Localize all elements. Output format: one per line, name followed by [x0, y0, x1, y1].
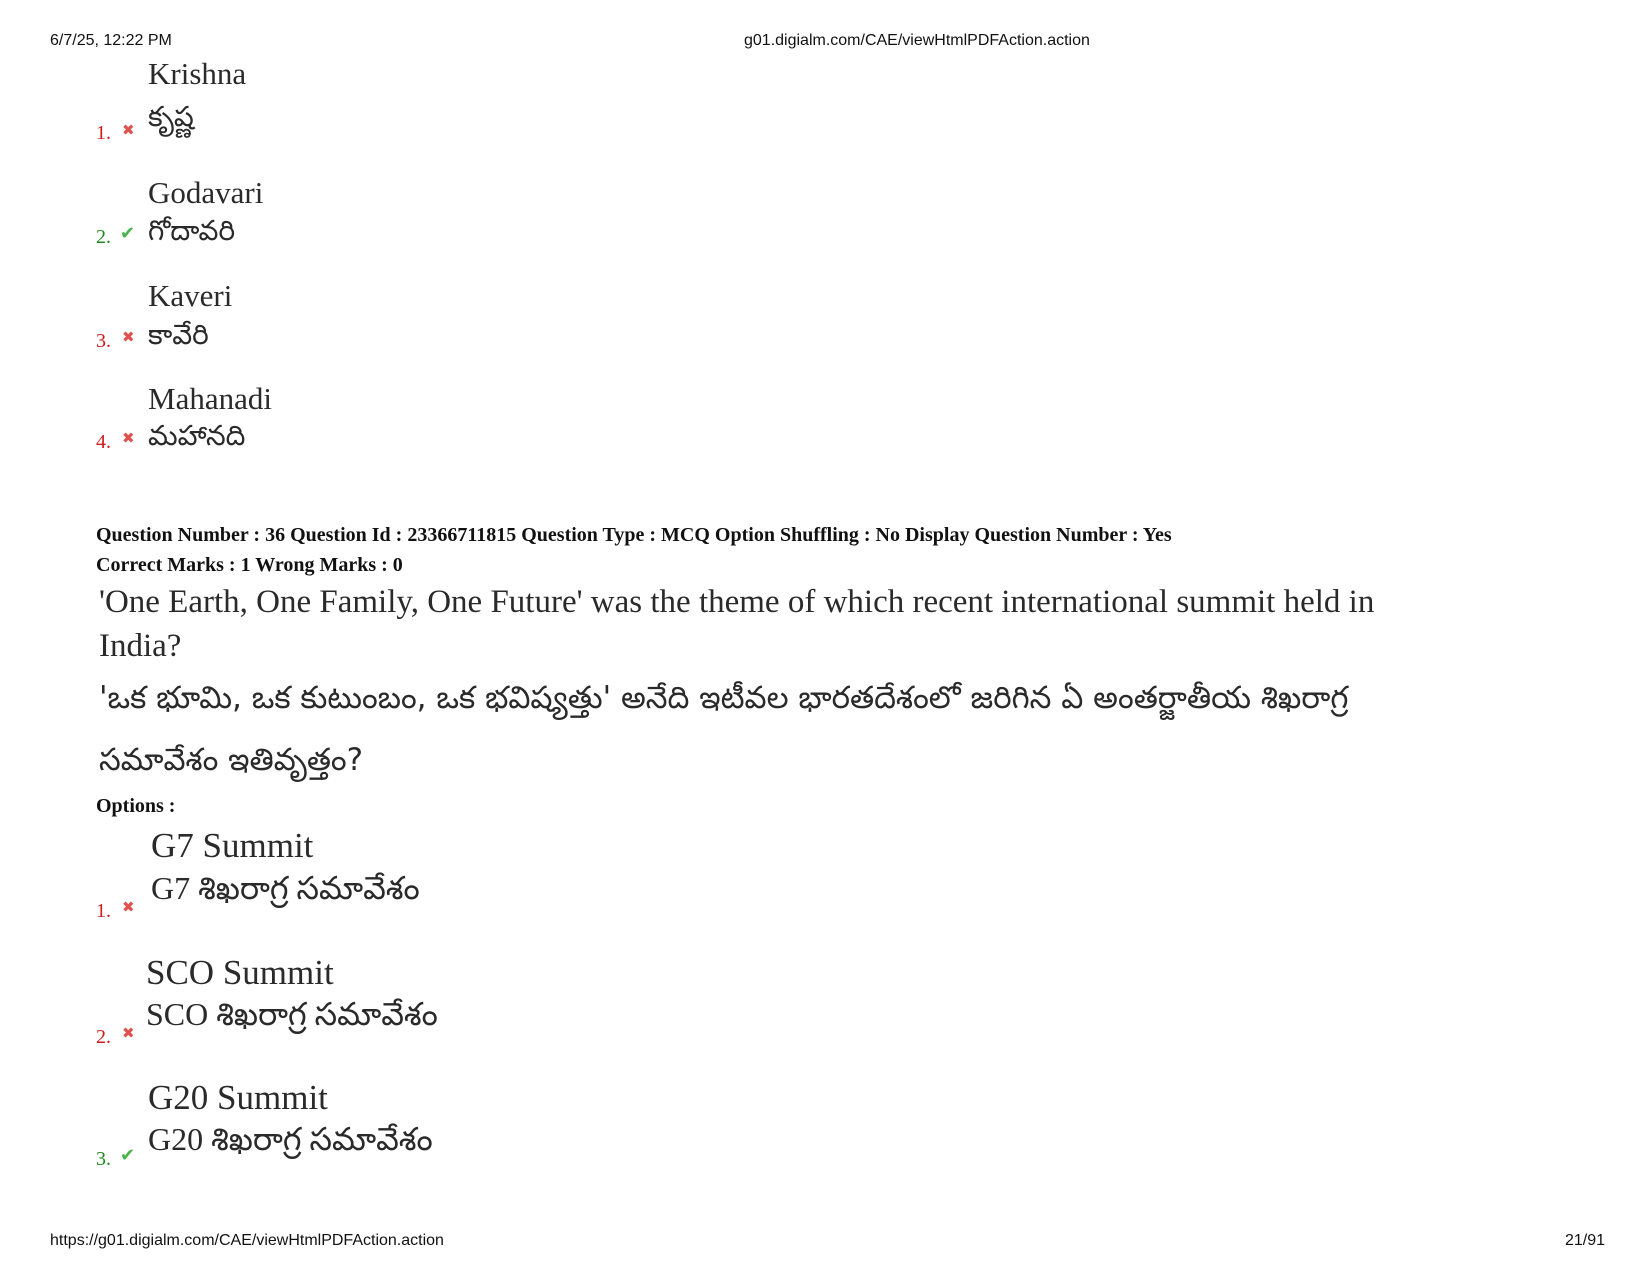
cross-mark-icon: ✖ — [122, 121, 135, 139]
option-number: 1. — [96, 900, 111, 922]
question-text-en: 'One Earth, One Family, One Future' was the theme of which recent international summit held in — [99, 584, 1375, 620]
option-text-te: మహానది — [148, 419, 246, 452]
option-text-en: G7 Summit — [151, 826, 314, 865]
print-header-url: g01.digialm.com/CAE/viewHtmlPDFAction.action — [744, 32, 1090, 49]
check-mark-icon: ✔ — [120, 1145, 136, 1166]
option-number: 1. — [96, 122, 111, 144]
option-number: 3. — [96, 1148, 111, 1170]
option-text-te: SCO శిఖరాగ్ర సమావేశం — [146, 996, 438, 1032]
option-text-en: Mahanadi — [148, 381, 272, 416]
question-marks: Correct Marks : 1 Wrong Marks : 0 — [96, 554, 403, 576]
option-text-en: SCO Summit — [146, 953, 334, 992]
check-mark-icon: ✔ — [120, 223, 136, 244]
question-text-te: 'ఒక భూమి, ఒక కుటుంబం, ఒక భవిష్యత్తు' అనేది ఇటీవల భారతదేశంలో జరిగిన ఏ అంతర్జాతీయ శిఖరాగ్ర — [99, 680, 1349, 716]
print-datetime: 6/7/25, 12:22 PM — [50, 32, 172, 49]
page-number: 21/91 — [1565, 1232, 1606, 1249]
option-number: 4. — [96, 431, 111, 453]
option-number: 3. — [96, 330, 111, 352]
cross-mark-icon: ✖ — [122, 429, 135, 447]
option-text-en: Godavari — [148, 175, 264, 210]
cross-mark-icon: ✖ — [122, 898, 135, 916]
cross-mark-icon: ✖ — [122, 328, 135, 346]
option-text-te: G20 శిఖరాగ్ర సమావేశం — [148, 1121, 433, 1157]
options-label: Options : — [96, 795, 176, 817]
option-text-en: G20 Summit — [148, 1078, 328, 1117]
option-text-te: G7 శిఖరాగ్ర సమావేశం — [151, 870, 420, 906]
option-number: 2. — [96, 1026, 111, 1048]
print-footer-url: https://g01.digialm.com/CAE/viewHtmlPDFAction.action — [50, 1232, 444, 1249]
option-text-en: Krishna — [148, 56, 247, 91]
question-meta: Question Number : 36 Question Id : 23366711815 Question Type : MCQ Option Shuffling : No Display Question Number : Yes — [96, 524, 1172, 546]
question-text-en-cont: India? — [99, 628, 182, 664]
cross-mark-icon: ✖ — [122, 1024, 135, 1042]
option-number: 2. — [96, 226, 111, 248]
option-text-te: కావేరి — [148, 318, 209, 351]
question-text-te-cont: సమావేశం ఇతివృత్తం? — [99, 742, 364, 778]
option-text-te: గోదావరి — [148, 214, 236, 247]
option-text-en: Kaveri — [148, 278, 233, 313]
option-text-te: కృష్ణ — [148, 100, 194, 133]
